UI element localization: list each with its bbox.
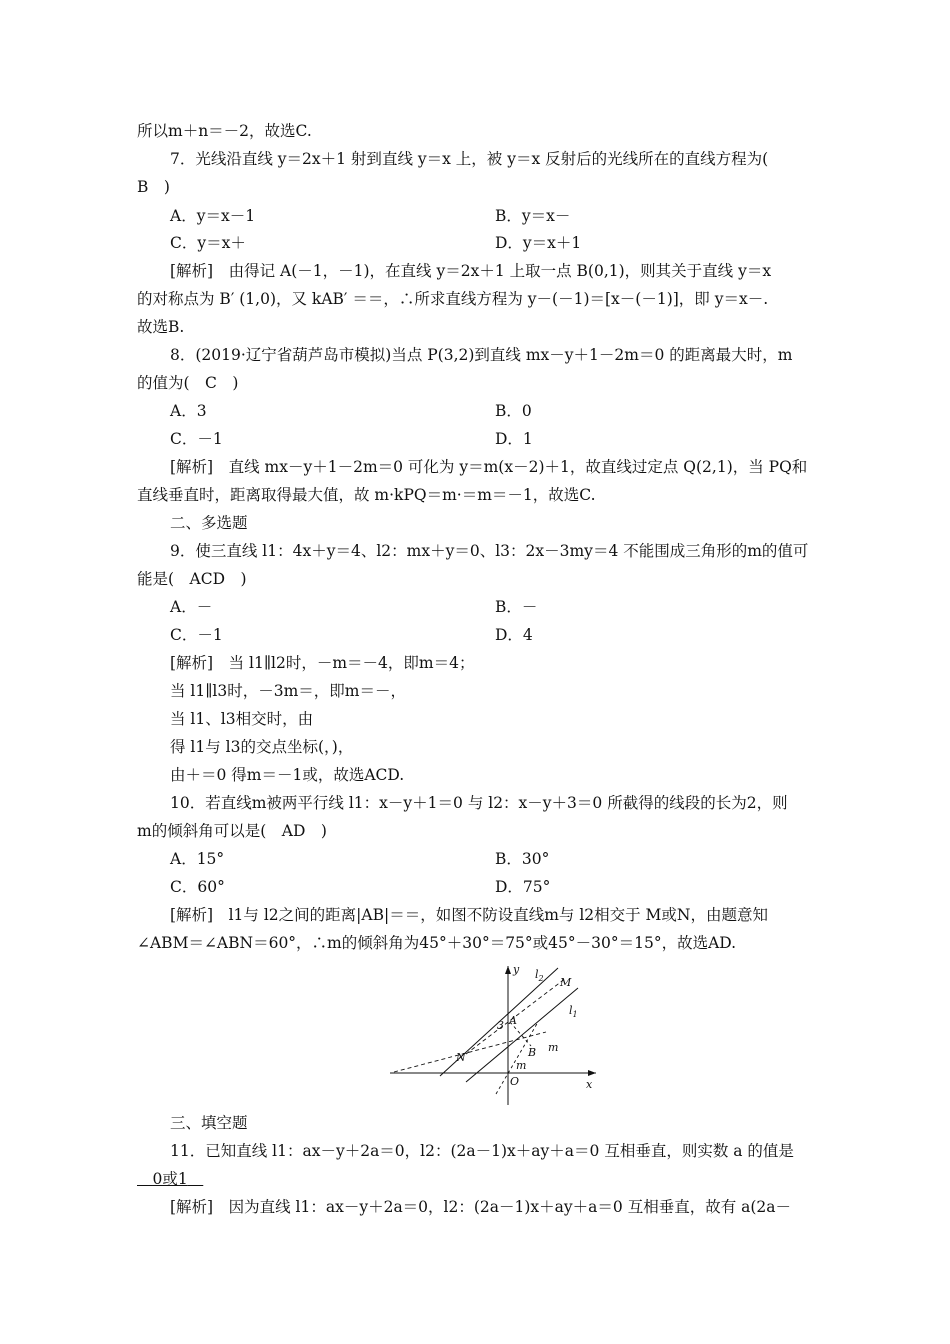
question-8-answer: 的值为( C ) (137, 374, 239, 392)
tick-3-label: 3 (497, 1019, 504, 1032)
y-axis-label: y (513, 963, 520, 976)
solution-text: [解析] 由得记 A(－1，－1)，在直线 y＝2x＋1 上取一点 B(0,1)，则其关于直线 y＝x (170, 262, 772, 280)
option-b: B．－ (495, 598, 538, 616)
text-line: 所以m＋n＝－2，故选C. (137, 122, 312, 140)
question-8: 8．(2019·辽宁省葫芦岛市模拟)当点 P(3,2)到直线 mx－y＋1－2m＝0 的距离最大时，m (170, 346, 793, 364)
question-9: 9．使三直线 l1：4x＋y＝4、l2：mx＋y＝0、l3：2x－3my＝4 不能围成三角形的m的值可 (170, 542, 809, 560)
x-axis-label: x (586, 1078, 593, 1091)
solution-text: [解析] 当 l1∥l2时，－m＝－4，即m＝4； (170, 654, 475, 672)
solution-text: [解析] l1与 l2之间的距离|AB|＝＝，如图不防设直线m与 l2相交于 M或N，由题意知 (170, 906, 768, 924)
option-b: B．y＝x－ (495, 207, 571, 225)
point-a-label: A (509, 1014, 517, 1027)
question-10: 10．若直线m被两平行线 l1：x－y＋1＝0 与 l2：x－y＋3＝0 所截得的线段的长为2，则 (170, 794, 788, 812)
question-11-answer: 0或1 (152, 1170, 188, 1188)
solution-text: 故选B. (137, 318, 185, 336)
option-a: A．15° (170, 850, 225, 868)
option-c: C．y＝x＋ (170, 234, 246, 252)
line-m-label: m (548, 1041, 559, 1054)
question-7: 7．光线沿直线 y＝2x＋1 射到直线 y＝x 上，被 y＝x 反射后的光线所在的直线方程为( (170, 150, 769, 168)
solution-text: 由＋＝0 得m＝－1或，故选ACD. (170, 766, 405, 784)
question-11: 11．已知直线 l1：ax－y＋2a＝0，l2：(2a－1)x＋ay＋a＝0 互相垂直，则实数 a 的值是 (170, 1142, 794, 1160)
question-10-answer: m的倾斜角可以是( AD ) (137, 822, 327, 840)
option-a: A．3 (170, 402, 207, 420)
option-d: D．75° (495, 878, 551, 896)
point-m-label: M (560, 976, 572, 989)
section-heading: 二、多选题 (170, 514, 248, 532)
question-9-answer: 能是( ACD ) (137, 570, 247, 588)
geometry-figure (388, 962, 598, 1107)
option-d: D．1 (495, 430, 533, 448)
option-c: C．－1 (170, 626, 223, 644)
origin-label: O (510, 1075, 520, 1088)
solution-text: 当 l1、l3相交时，由 (170, 710, 314, 728)
solution-text: 的对称点为 B′ (1,0)，又 kAB′ ＝＝，∴所求直线方程为 y－(－1)＝[x－(－1)]，即 y＝x－. (137, 290, 769, 308)
option-a: A．－ (170, 598, 213, 616)
solution-text: 当 l1∥l3时，－3m＝，即m＝－， (170, 682, 406, 700)
line-l2-label: $l_2$ (535, 968, 544, 983)
option-b: B．30° (495, 850, 550, 868)
solution-text: [解析] 因为直线 l1：ax－y＋2a＝0，l2：(2a－1)x＋ay＋a＝0 互相垂直，故有 a(2a－ (170, 1198, 792, 1216)
solution-text: [解析] 直线 mx－y＋1－2m＝0 可化为 y＝m(x－2)＋1，故直线过定点 Q(2,1)，当 PQ和 (170, 458, 808, 476)
option-a: A．y＝x－1 (170, 207, 256, 225)
solution-text: ∠ABM＝∠ABN＝60°，∴m的倾斜角为45°＋30°＝75°或45°－30°＝15°，故选AD. (137, 934, 737, 952)
point-b-label: B (528, 1046, 537, 1059)
point-n-label: N (456, 1051, 466, 1064)
option-b: B．0 (495, 402, 532, 420)
line-m-label: m (516, 1059, 527, 1072)
option-c: C．60° (170, 878, 225, 896)
solution-text: 得 l1与 l3的交点坐标(，)， (170, 738, 354, 756)
line-l1-label: $l_1$ (569, 1004, 578, 1019)
option-c: C．－1 (170, 430, 223, 448)
option-d: D．y＝x＋1 (495, 234, 582, 252)
option-d: D．4 (495, 626, 533, 644)
question-7-answer: B ) (137, 178, 170, 196)
section-heading: 三、填空题 (170, 1114, 248, 1132)
solution-text: 直线垂直时，距离取得最大值，故 m·kPQ＝m·＝m＝－1，故选C. (137, 486, 596, 504)
